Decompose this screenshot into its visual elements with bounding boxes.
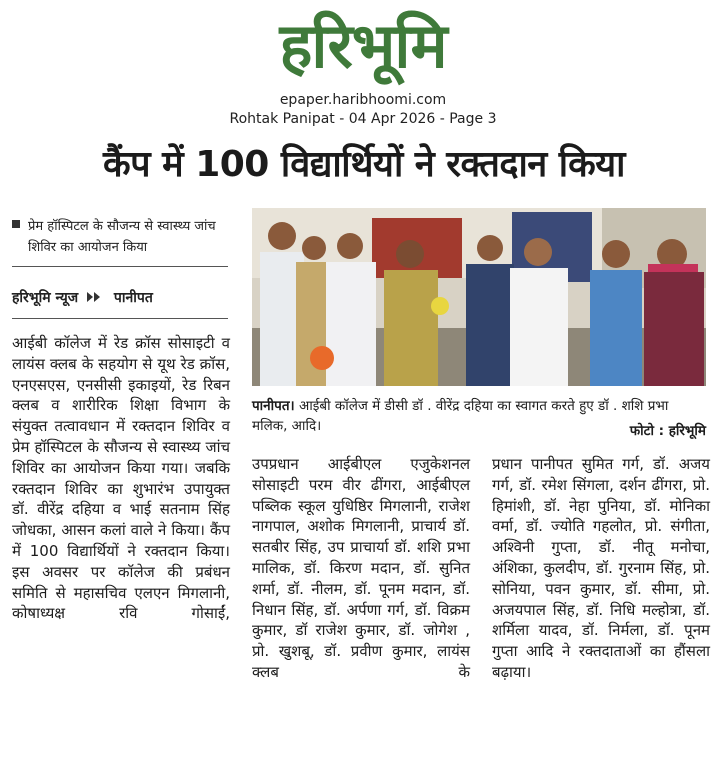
edition-info: Rohtak Panipat - 04 Apr 2026 - Page 3 [229,111,497,127]
article-column-1 [12,333,230,624]
article-column-2 [252,454,470,683]
caption-place: पानीपत। [252,398,295,414]
byline [12,288,230,307]
newspaper-logo: हरिभूमि [279,9,447,82]
square-bullet-icon [12,220,20,228]
byline-source: हरिभूमि न्यूज [12,290,79,306]
column-text: उपप्रधान आईबीएल एजुकेशनल सोसाइटी परम वीर ढींगरा, आईबीएल पब्लिक स्कूल युधिष्ठिर मिगलानी, राजेश नागपाल, अशोक मिगलानी, प्राचार्य डॉ. सतबीर सिंह, उप प्राचार्या डॉ. शशि प्रभा मालिक, डॉ. किरण मदान, डॉ. सुनित शर्मा, डॉ. नीलम, डॉ. पूनम मदान, डॉ. निधान सिंह, डॉ. अर्पणा गर्ग, डॉ. विक्रम कुमार, डॉ राजेश कुमार, डॉ. जोगेश , प्रो. खुशबू, डॉ. प्रवीण कुमार, लायंस क्लब के [252,455,470,681]
caption-text: आईबी कॉलेज में डीसी डॉ . वीरेंद्र दहिया का स्वागत करते हुए डॉ . शशि प्रभा मलिक, आदि। [252,398,669,434]
site-url[interactable]: epaper.haribhoomi.com [279,92,447,108]
divider [12,318,228,319]
masthead [0,0,726,90]
double-arrow-icon [87,290,105,300]
news-photo [252,208,706,386]
byline-place: पानीपत [113,290,153,306]
column-text: आईबी कॉलेज में रेड क्रॉस सोसाइटी व लायंस क्लब के सहयोग से यूथ रेड क्रॉस, एनएसएस, एनसीसी इकाइयों, रेड रिबन क्लब व शारीरिक शिक्षा विभाग के संयुक्त तत्वावधान में रक्तदान शिविर व प्रेम हॉस्पिटल के सौजन्य से स्वास्थ्य जांच शिविर का आयोजन किया गया। जबकि रक्तदान शिविर का शुभारंभ उपायुक्त डॉ. वीरेंद्र दहिया व भाई सतनाम सिंह जोधका, आसन कलां वाले ने किया। कैंप में 100 विद्यार्थियों ने रक्तदान किया। इस अवसर पर कॉलेज की प्रबंधन समिति से महासचिव एलएन मिगलानी, कोषाध्यक्ष रवि गोसाईं, [12,334,230,623]
column-text: प्रधान पानीपत सुमित गर्ग, डॉ. अजय गर्ग, डॉ. रमेश सिंगला, दर्शन ढींगरा, प्रो. हिमांशी, डॉ. नेहा पुनिया, डॉ. मोनिका वर्मा, डॉ. ज्योति गहलोत, प्रो. संगीता, अश्विनी गुप्ता, डॉ. नीतू मनोचा, अंशिका, कुलदीप, डॉ. गुरनाम सिंह, प्रो. सोनिया, पवन कुमार, डॉ. सीमा, प्रो. अजयपाल सिंह, डॉ. निधि मल्होत्रा, डॉ. शर्मिला यादव, डॉ. निर्मला, डॉ. पूनम गुप्ता आदि ने रक्तदाताओं का हौंसला बढ़ाया। [492,455,710,681]
article-subhead: प्रेम हॉस्पिटल के सौजन्य से स्वास्थ्य जांच शिविर का आयोजन किया [28,219,216,255]
photo-credit: फोटो : हरिभूमि [629,423,706,439]
group-photo-illustration [252,208,706,386]
article-column-3 [492,454,710,683]
divider [12,266,228,267]
article-headline: कैंप में 100 विद्यार्थियों ने रक्तदान किया [103,144,625,185]
